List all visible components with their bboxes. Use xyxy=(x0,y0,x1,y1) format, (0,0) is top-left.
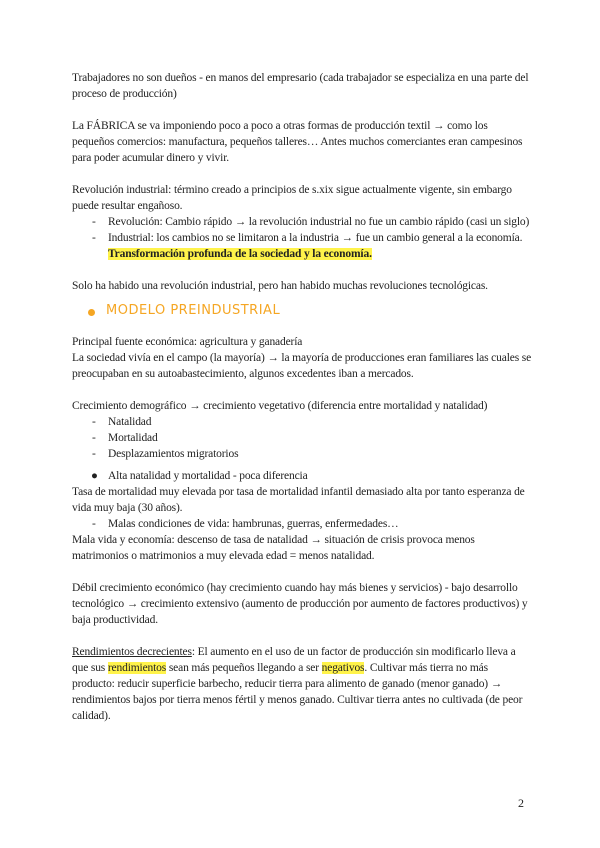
paragraph-debil-crecimiento: Débil crecimiento económico (hay crecimiento cuando hay más bienes y servicios) - bajo desarrollo tecnológico → crecimiento extensivo (aumento de producción por aumento de factores productivos) y baja productividad. xyxy=(72,582,528,626)
mortalidad-dash-list xyxy=(72,516,532,532)
bullet-item xyxy=(72,468,532,484)
list-item: - Malas condiciones de vida: hambrunas, guerras, enfermedades… xyxy=(92,516,532,532)
list-item xyxy=(92,230,532,262)
paragraph-revoluciones: Solo ha habido una revolución industrial, pero han habido muchas revoluciones tecnológicas. xyxy=(72,280,488,292)
section-title: MODELO PREINDUSTRIAL xyxy=(106,303,281,318)
term-rendimientos-decrecientes: Rendimientos decrecientes xyxy=(72,646,192,658)
paragraph-revolucion-industrial: Revolución industrial: término creado a principios de s.xix sigue actualmente vigente, sin embargo puede resultar engañoso. xyxy=(72,184,512,212)
list-item-text: Industrial: los cambios no se limitaron a la industria → fue un cambio general a la economía. xyxy=(108,232,523,244)
paragraph-sociedad: La sociedad vivía en el campo (la mayoría) → la mayoría de producciones eran familiares las cuales se preocupaban en su autoabastecimiento, algunos excedentes iban a mercados. xyxy=(72,352,532,380)
revolucion-dash-list xyxy=(72,214,532,262)
list-item: - Revolución: Cambio rápido → la revolución industrial no fue un cambio rápido (casi un siglo) xyxy=(92,214,532,230)
paragraph-rendimientos xyxy=(72,644,532,724)
text-segment: : El aumento en el uso de un factor de producción sin modificarlo lleva a que sus xyxy=(72,646,516,674)
section-heading xyxy=(72,300,532,330)
bullet-text: Alta natalidad y mortalidad - poca diferencia xyxy=(108,470,308,482)
paragraph-mala-vida: Mala vida y economía: descenso de tasa de natalidad → situación de crisis provoca menos matrimonios o matrimonios a muy elevada edad = menos natalidad. xyxy=(72,534,475,562)
paragraph-trabajadores: Trabajadores no son dueños - en manos del empresario (cada trabajador se especializa en una parte del proceso de producción) xyxy=(72,72,529,100)
text-segment: . Cultivar más tierra no más producto: reducir superficie barbecho, reducir tierra para alimento de ganado (menor ganado) → rendimientos bajos por tierra menos fértil y menos ganado. Cultivar tierra antes no cultivada (de peor calidad). xyxy=(72,662,523,722)
bullet-dot-icon xyxy=(88,309,95,316)
page-number: 2 xyxy=(518,796,524,810)
paragraph-crecimiento-demografico: Crecimiento demográfico → crecimiento vegetativo (diferencia entre mortalidad y natalidad) xyxy=(72,400,488,412)
highlighted-text: rendimientos xyxy=(107,662,167,674)
highlighted-text: Transformación profunda de la sociedad y la economía. xyxy=(108,248,372,260)
bullet-icon: ● xyxy=(91,470,98,482)
text-segment: sean más pequeños llegando a ser xyxy=(166,662,322,674)
paragraph-fabrica: La FÁBRICA se va imponiendo poco a poco a otras formas de producción textil → como los pequeños comercios: manufactura, pequeños talleres… Antes muchos comerciantes eran campesinos para poder acumular dinero y vivir. xyxy=(72,120,523,164)
paragraph-mortalidad: Tasa de mortalidad muy elevada por tasa de mortalidad infantil demasiado alta por tanto esperanza de vida muy baja (30 años). xyxy=(72,486,525,514)
list-item: - Mortalidad xyxy=(92,430,532,446)
demografico-dash-list xyxy=(72,414,532,462)
document-body xyxy=(72,70,532,724)
list-item: - Natalidad xyxy=(92,414,532,430)
paragraph-fuente-economica: Principal fuente económica: agricultura y ganadería xyxy=(72,336,303,348)
list-item: - Desplazamientos migratorios xyxy=(92,446,532,462)
highlighted-text: negativos xyxy=(321,662,365,674)
